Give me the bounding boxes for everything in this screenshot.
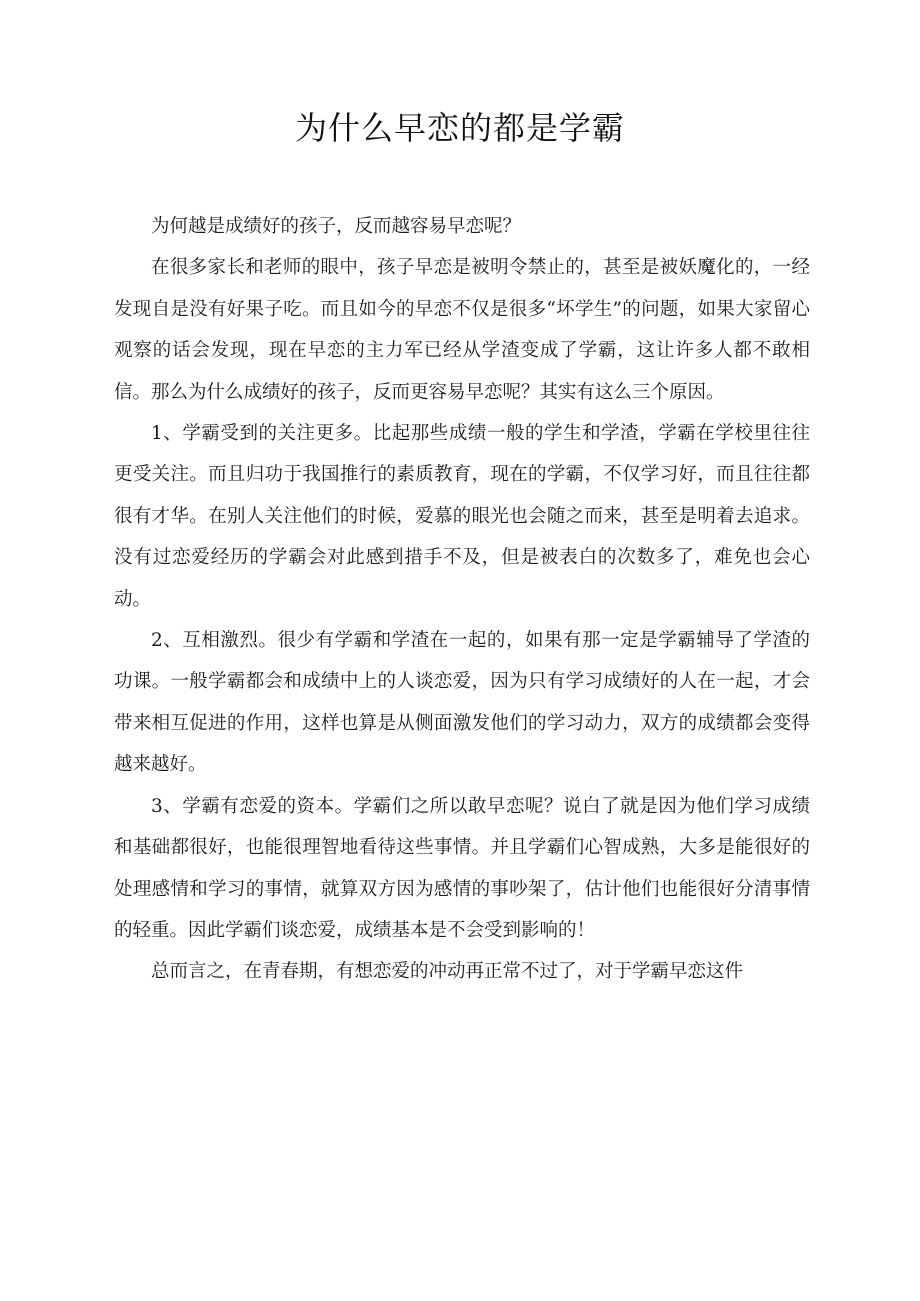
paragraph-reason-1: 1、学霸受到的关注更多。比起那些成绩一般的学生和学渣，学霸在学校里往往更受关注。而且归功于我国推行的素质教育，现在的学霸，不仅学习好，而且往往都很有才华。在别人关注他们的时候，爱慕的眼光也会随之而来，甚至是明着去追求。没有过恋爱经历的学霸会对此感到措手不及，但是被表白的次数多了，难免也会心动。 <box>114 423 810 610</box>
paragraph-intro-question: 为何越是成绩好的孩子，反而越容易早恋呢？ <box>151 216 522 237</box>
document-body <box>114 206 810 993</box>
document-title: 为什么早恋的都是学霸 <box>294 109 625 147</box>
paragraph-reason-2: 2、互相激烈。很少有学霸和学渣在一起的，如果有那一定是学霸辅导了学渣的功课。一般学霸都会和成绩中上的人谈恋爱，因为只有学习成绩好的人在一起，才会带来相互促进的作用，这样也算是从侧面激发他们的学习动力，双方的成绩都会变得越来越好。 <box>114 630 810 776</box>
paragraph-conclusion: 总而言之，在青春期，有想恋爱的冲动再正常不过了，对于学霸早恋这件 <box>151 961 744 983</box>
paragraph-reason-3: 3、学霸有恋爱的资本。学霸们之所以敢早恋呢？说白了就是因为他们学习成绩和基础都很好，也能很理智地看待这些事情。并且学霸们心智成熟，大多是能很好的处理感情和学习的事情，就算双方因为感情的事吵架了，估计他们也能很好分清事情的轻重。因此学霸们谈恋爱，成绩基本是不会受到影响的！ <box>114 795 810 941</box>
paragraph-background: 在很多家长和老师的眼中，孩子早恋是被明令禁止的，甚至是被妖魔化的，一经发现自是没有好果子吃。而且如今的早恋不仅是很多“坏学生”的问题，如果大家留心观察的话会发现，现在早恋的主力军已经从学渣变成了学霸，这让许多人都不敢相信。那么为什么成绩好的孩子，反而更容易早恋呢？其实有这么三个原因。 <box>114 257 810 403</box>
